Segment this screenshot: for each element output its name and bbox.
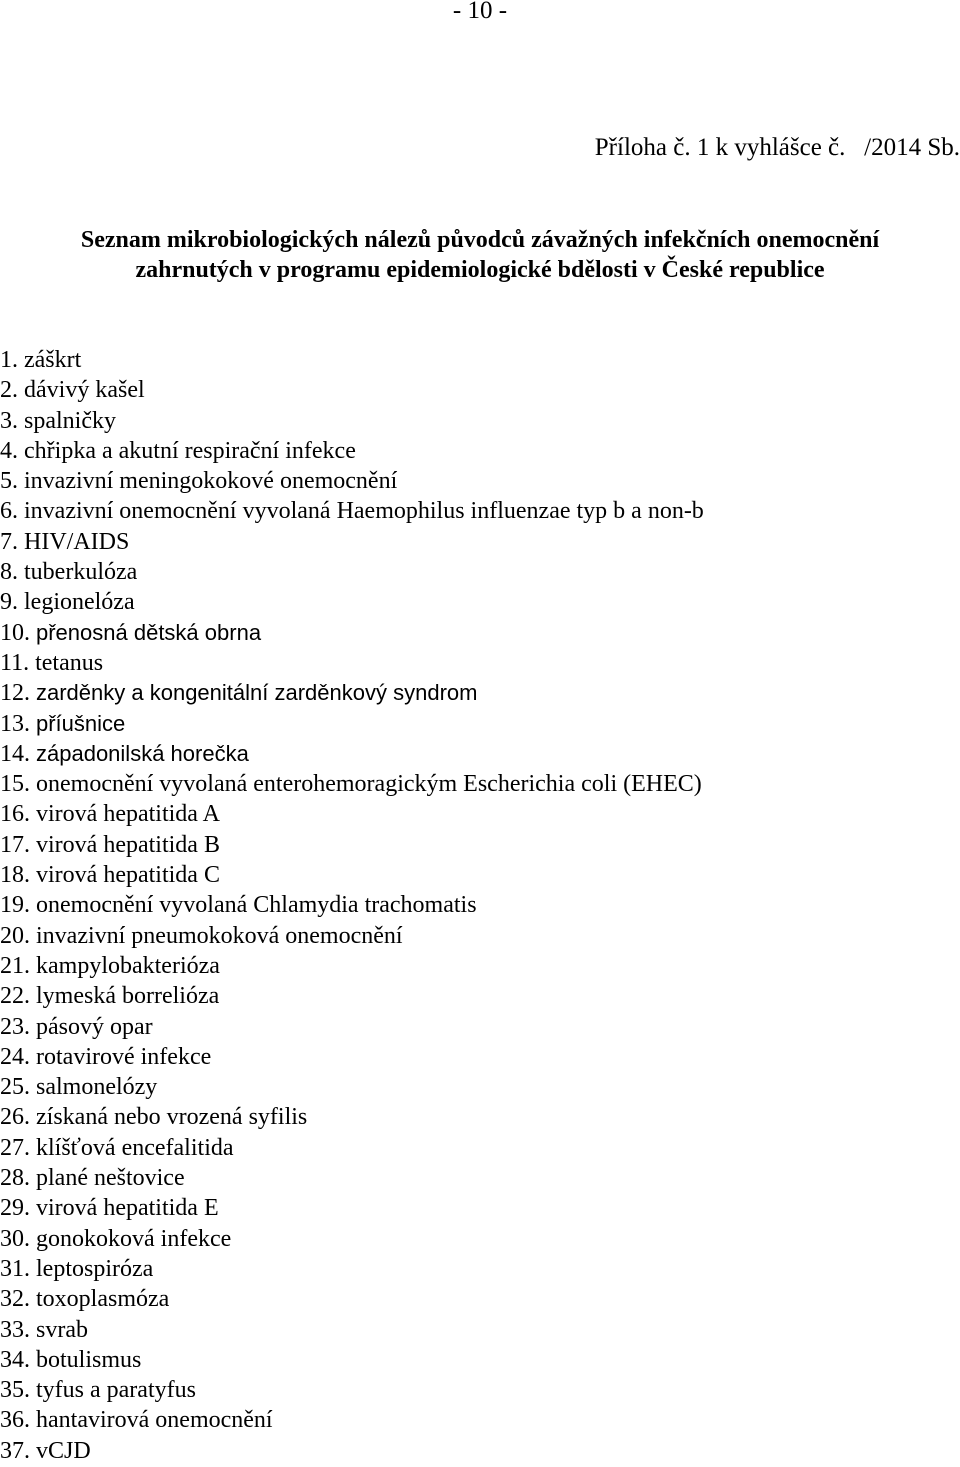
list-item-number: 28. [0, 1165, 30, 1192]
list-item [0, 921, 704, 951]
list-item [0, 1405, 704, 1435]
list-item-number: 34. [0, 1346, 30, 1373]
list-item-label: záškrt [24, 347, 82, 373]
list-item-label: virová hepatitida B [36, 831, 220, 858]
list-item [0, 1436, 704, 1466]
list-item-label: západonilská horečka [36, 740, 249, 766]
document-title [0, 225, 960, 285]
list-item-number: 24. [0, 1043, 30, 1070]
list-item-label: onemocnění vyvolaná Chlamydia trachomatis [36, 892, 477, 919]
list-item-number: 37. [0, 1437, 30, 1464]
list-item [0, 1042, 704, 1072]
list-item-label: toxoplasmóza [36, 1286, 170, 1313]
list-item [0, 769, 704, 799]
list-item [0, 1163, 704, 1193]
list-item [0, 345, 704, 375]
list-item-label: svrab [36, 1316, 88, 1343]
list-item-number: 29. [0, 1195, 30, 1222]
list-item [0, 1375, 704, 1405]
list-item [0, 436, 704, 466]
list-item [0, 678, 704, 708]
list-item-number: 4. [0, 437, 18, 464]
list-item [0, 890, 704, 920]
list-item-label: vCJD [36, 1437, 91, 1464]
list-item-label: virová hepatitida C [36, 862, 220, 889]
list-item-label: tetanus [35, 649, 104, 676]
list-item-number: 17. [0, 831, 30, 858]
list-item [0, 648, 704, 678]
list-item-number: 33. [0, 1316, 30, 1343]
list-item [0, 375, 704, 405]
list-item-label: invazivní onemocnění vyvolaná Haemophilus influenzae typ b a non-b [24, 498, 704, 525]
list-item-number: 7. [0, 528, 18, 555]
annex-reference: Příloha č. 1 k vyhlášce č. /2014 Sb. [594, 134, 960, 161]
list-item-number: 14. [0, 740, 30, 767]
list-item-number: 23. [0, 1013, 30, 1040]
list-item [0, 830, 704, 860]
title-line-1: Seznam mikrobiologických nálezů původců závažných infekčních onemocnění [80, 227, 880, 253]
list-item [0, 1102, 704, 1132]
list-item-label: plané neštovice [36, 1165, 185, 1192]
list-item-label: tuberkulóza [24, 559, 138, 586]
list-item-number: 1. [0, 347, 18, 373]
disease-list [0, 345, 704, 1466]
title-line-2: zahrnutých v programu epidemiologické bdělosti v České republice [135, 257, 825, 283]
list-item-number: 35. [0, 1377, 30, 1404]
list-item-number: 31. [0, 1255, 30, 1282]
list-item [0, 406, 704, 436]
list-item-label: hantavirová onemocnění [36, 1407, 273, 1434]
list-item-label: rotavirové infekce [36, 1043, 212, 1070]
list-item-label: leptospiróza [36, 1255, 154, 1282]
list-item-label: onemocnění vyvolaná enterohemoragickým Escherichia coli (EHEC) [36, 771, 702, 798]
list-item-label: dávivý kašel [24, 377, 145, 404]
list-item-number: 20. [0, 922, 30, 949]
list-item [0, 587, 704, 617]
list-item-label: přenosná dětská obrna [36, 619, 262, 645]
list-item-number: 2. [0, 377, 18, 404]
list-item-number: 25. [0, 1074, 30, 1101]
list-item [0, 981, 704, 1011]
list-item [0, 1012, 704, 1042]
list-item-label: invazivní meningokokové onemocnění [24, 468, 398, 495]
list-item-label: botulismus [36, 1346, 142, 1373]
list-item [0, 799, 704, 829]
list-item [0, 709, 704, 739]
list-item-number: 26. [0, 1104, 30, 1131]
list-item [0, 1254, 704, 1284]
list-item [0, 557, 704, 587]
list-item [0, 496, 704, 526]
page-number: - 10 - [452, 0, 508, 24]
list-item-label: virová hepatitida A [36, 801, 220, 828]
list-item-label: chřipka a akutní respirační infekce [24, 437, 356, 464]
list-item-number: 27. [0, 1134, 30, 1161]
list-item [0, 618, 704, 648]
list-item-label: lymeská borrelióza [36, 983, 220, 1010]
list-item-number: 13. [0, 710, 30, 737]
list-item [0, 1315, 704, 1345]
list-item-number: 9. [0, 589, 18, 616]
list-item-number: 6. [0, 498, 18, 525]
list-item [0, 1193, 704, 1223]
list-item-number: 10. [0, 619, 30, 646]
list-item [0, 951, 704, 981]
list-item-number: 11. [0, 649, 30, 676]
list-item-label: gonokoková infekce [36, 1225, 232, 1252]
list-item-label: legionelóza [24, 589, 135, 616]
list-item [0, 1345, 704, 1375]
list-item-number: 30. [0, 1225, 30, 1252]
list-item-number: 16. [0, 801, 30, 828]
list-item [0, 1224, 704, 1254]
list-item-label: virová hepatitida E [36, 1195, 219, 1222]
list-item [0, 466, 704, 496]
list-item-label: invazivní pneumokoková onemocnění [36, 922, 403, 949]
list-item-label: pásový opar [36, 1013, 153, 1040]
list-item-number: 12. [0, 680, 30, 707]
list-item [0, 527, 704, 557]
list-item [0, 1284, 704, 1314]
list-item [0, 860, 704, 890]
list-item-label: salmonelózy [36, 1074, 158, 1101]
list-item-label: HIV/AIDS [24, 528, 130, 555]
list-item-number: 15. [0, 771, 30, 798]
list-item-number: 19. [0, 892, 30, 919]
list-item-label: spalničky [24, 407, 116, 434]
list-item-label: příušnice [36, 710, 126, 736]
list-item-number: 22. [0, 983, 30, 1010]
list-item-number: 36. [0, 1407, 30, 1434]
list-item-label: kampylobakterióza [36, 952, 220, 979]
list-item-number: 18. [0, 862, 30, 889]
list-item [0, 739, 704, 769]
list-item-number: 8. [0, 559, 18, 586]
list-item-number: 32. [0, 1286, 30, 1313]
list-item-label: klíšťová encefalitida [36, 1134, 234, 1161]
list-item-number: 3. [0, 407, 18, 434]
list-item [0, 1072, 704, 1102]
list-item-number: 21. [0, 952, 30, 979]
list-item-label: získaná nebo vrozená syfilis [36, 1104, 308, 1131]
list-item [0, 1133, 704, 1163]
list-item-label: zarděnky a kongenitální zarděnkový syndrom [36, 680, 478, 706]
list-item-number: 5. [0, 468, 18, 495]
list-item-label: tyfus a paratyfus [36, 1377, 196, 1404]
